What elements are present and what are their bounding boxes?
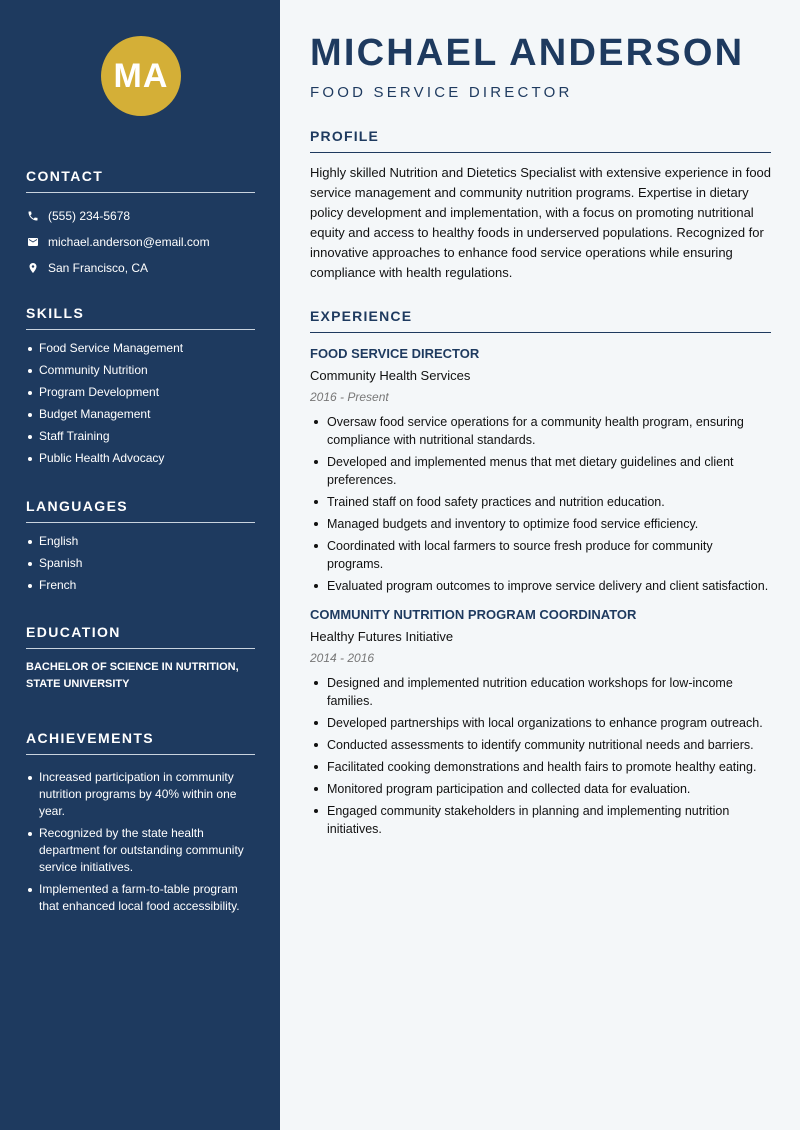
job-title: FOOD SERVICE DIRECTOR bbox=[310, 346, 480, 361]
job-dates: 2014 - 2016 bbox=[310, 651, 375, 665]
profile-section bbox=[310, 128, 771, 283]
contact-section bbox=[26, 168, 255, 281]
job-entry bbox=[310, 607, 771, 838]
language-item: Spanish bbox=[26, 555, 255, 572]
skill-item: Food Service Management bbox=[26, 340, 255, 357]
skill-item: Staff Training bbox=[26, 428, 255, 445]
sidebar bbox=[0, 0, 280, 1130]
languages-heading: LANGUAGES bbox=[26, 498, 255, 523]
skill-item: Program Development bbox=[26, 384, 255, 401]
email-text[interactable]: michael.anderson@email.com bbox=[48, 235, 210, 249]
job-dates: 2016 - Present bbox=[310, 390, 389, 404]
job-bullet: Engaged community stakeholders in planning and implementing nutrition initiatives. bbox=[310, 802, 771, 838]
profile-text: Highly skilled Nutrition and Dietetics Specialist with extensive experience in food service management and community nutrition programs. Expertise in dietary policy development and implementation, with a focus on promoting nutritional equity and access to healthy foods in underserved populations. Recognized for innovative approaches to enhance food service operations while ensuring compliance with health regulations. bbox=[310, 165, 772, 280]
job-bullet: Coordinated with local farmers to source fresh produce for community programs. bbox=[310, 537, 771, 573]
company-name: Community Health Services bbox=[310, 368, 471, 383]
avatar-initials: MA bbox=[101, 36, 181, 116]
skill-item: Community Nutrition bbox=[26, 362, 255, 379]
job-entry bbox=[310, 346, 771, 595]
location-text: San Francisco, CA bbox=[48, 261, 149, 275]
achievements-section bbox=[26, 730, 255, 920]
job-bullet: Evaluated program outcomes to improve service delivery and client satisfaction. bbox=[310, 577, 771, 595]
contact-email bbox=[26, 229, 255, 255]
job-bullet: Designed and implemented nutrition education workshops for low-income families. bbox=[310, 674, 771, 710]
job-bullet: Managed budgets and inventory to optimize food service efficiency. bbox=[310, 515, 771, 533]
job-bullet: Developed partnerships with local organizations to enhance program outreach. bbox=[310, 714, 771, 732]
job-bullet: Developed and implemented menus that met dietary guidelines and client preferences. bbox=[310, 453, 771, 489]
experience-heading: EXPERIENCE bbox=[310, 308, 771, 333]
achievement-item: Increased participation in community nutrition programs by 40% within one year. bbox=[26, 769, 255, 820]
phone-icon bbox=[26, 209, 40, 223]
job-bullet: Trained staff on food safety practices and nutrition education. bbox=[310, 493, 771, 511]
achievements-list bbox=[26, 769, 255, 915]
language-item: French bbox=[26, 577, 255, 594]
job-bullet: Monitored program participation and collected data for evaluation. bbox=[310, 780, 771, 798]
job-headline: FOOD SERVICE DIRECTOR bbox=[310, 84, 573, 101]
languages-section bbox=[26, 498, 255, 599]
education-heading: EDUCATION bbox=[26, 624, 255, 649]
job-bullets bbox=[310, 674, 771, 838]
contact-phone bbox=[26, 203, 255, 229]
skills-heading: SKILLS bbox=[26, 305, 255, 330]
skill-item: Budget Management bbox=[26, 406, 255, 423]
company-name: Healthy Futures Initiative bbox=[310, 629, 454, 644]
job-bullet: Conducted assessments to identify community nutritional needs and barriers. bbox=[310, 736, 771, 754]
profile-heading: PROFILE bbox=[310, 128, 771, 153]
contact-heading: CONTACT bbox=[26, 168, 255, 193]
languages-list bbox=[26, 533, 255, 594]
location-pin-icon bbox=[26, 261, 40, 275]
email-icon bbox=[26, 235, 40, 249]
skills-section bbox=[26, 305, 255, 472]
experience-section bbox=[310, 308, 771, 842]
achievement-item: Recognized by the state health department for outstanding community service initiatives. bbox=[26, 825, 255, 876]
achievements-heading: ACHIEVEMENTS bbox=[26, 730, 255, 755]
skills-list bbox=[26, 340, 255, 467]
full-name: MICHAEL ANDERSON bbox=[310, 32, 745, 74]
phone-text: (555) 234-5678 bbox=[48, 209, 131, 223]
contact-location bbox=[26, 255, 255, 281]
job-bullets bbox=[310, 413, 771, 595]
education-section bbox=[26, 624, 255, 693]
job-bullet: Oversaw food service operations for a community health program, ensuring compliance with nutritional standards. bbox=[310, 413, 771, 449]
job-bullet: Facilitated cooking demonstrations and health fairs to promote healthy eating. bbox=[310, 758, 771, 776]
language-item: English bbox=[26, 533, 255, 550]
job-title: COMMUNITY NUTRITION PROGRAM COORDINATOR bbox=[310, 607, 637, 622]
education-degree: BACHELOR OF SCIENCE IN NUTRITION, STATE UNIVERSITY bbox=[26, 661, 239, 690]
achievement-item: Implemented a farm-to-table program that enhanced local food accessibility. bbox=[26, 881, 255, 915]
skill-item: Public Health Advocacy bbox=[26, 450, 255, 467]
